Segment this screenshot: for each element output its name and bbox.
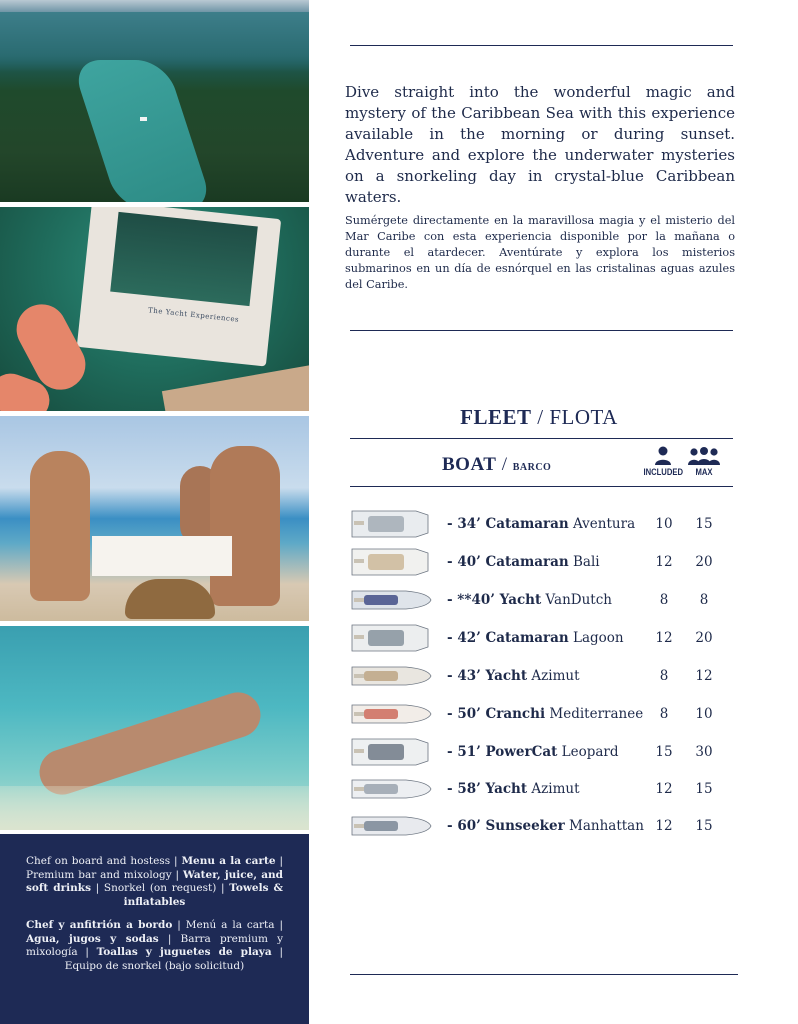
floating-pool-photo: [0, 207, 309, 411]
included-count: 8: [659, 706, 669, 722]
boat-model: Azimut: [527, 781, 580, 797]
person-left: [30, 451, 90, 601]
amenities-box: [0, 834, 309, 1024]
max-count: 20: [695, 554, 713, 570]
boat-model: Bali: [568, 554, 600, 570]
title-separator: /: [531, 405, 550, 429]
amenity-bold: Chef y anfitrión a bordo: [26, 919, 173, 931]
boat-column-header: [442, 454, 551, 476]
boat-size-type: 51’ PowerCat: [457, 744, 558, 760]
boat-row: [345, 735, 745, 771]
boat-row: [345, 507, 745, 543]
boat-thumbnail-icon: [350, 661, 432, 691]
amenity-bold: Toallas y juguetes de playa: [96, 946, 272, 958]
boat-size-type: 40’ Yacht: [471, 592, 542, 608]
fleet-header-bottom-rule: [350, 486, 733, 487]
boat-prefix: -: [447, 516, 458, 532]
underwater-couple-photo: [0, 626, 309, 830]
boat-name: [447, 516, 635, 532]
included-count: 8: [659, 592, 669, 608]
included-count: 10: [655, 516, 673, 532]
boat-row: [345, 659, 745, 695]
boat-row: [345, 697, 745, 733]
boat-thumbnail-icon: [350, 585, 432, 615]
boat-size-type: 40’ Catamaran: [457, 554, 569, 570]
sea-floor: [0, 786, 309, 830]
amenity-bold: Agua, jugos y sodas: [26, 932, 159, 945]
aerial-lagoon-photo: [0, 0, 309, 202]
boat-size-type: 43’ Yacht: [457, 668, 528, 684]
boat-name: [447, 744, 619, 760]
boat-prefix: -: [447, 706, 458, 722]
underwater-divers: [34, 687, 267, 801]
max-column-header: [681, 446, 727, 477]
boat-prefix: -: [447, 630, 458, 646]
max-label: MAX: [695, 467, 713, 477]
boat-model: Mediterranee: [545, 706, 644, 722]
boat-model: Leopard: [557, 744, 619, 760]
boat-name: [447, 818, 644, 834]
top-divider: [350, 45, 733, 46]
boat-prefix: - **: [447, 592, 472, 608]
floating-pool-water: [110, 212, 258, 306]
boat-size-type: 50’ Cranchi: [457, 706, 546, 722]
boat-thumbnail-icon: [350, 623, 432, 653]
amenities-spanish: [26, 919, 283, 973]
boat-model: Aventura: [568, 516, 636, 532]
boat-prefix: -: [447, 818, 458, 834]
boat-name: [447, 630, 624, 646]
boat-row: [345, 621, 745, 657]
max-count: 30: [695, 744, 713, 760]
boat-name: [447, 668, 580, 684]
fleet-header-top-rule: [350, 438, 733, 439]
fleet-title: [345, 405, 733, 430]
amenity-bold: Menu a la carte: [181, 855, 276, 867]
person-icon: [654, 446, 672, 466]
pool-brand-logo: The Yacht Experiences: [147, 306, 240, 324]
max-count: 8: [699, 592, 709, 608]
included-label: INCLUDED: [643, 467, 683, 477]
boat-row: [345, 772, 745, 808]
max-count: 10: [695, 706, 713, 722]
max-count: 15: [695, 516, 713, 532]
beach-dining-photo: [0, 416, 309, 621]
boat-name: [447, 554, 600, 570]
amenities-english: [26, 855, 283, 909]
amenity-bold: Towels & inflatables: [123, 882, 283, 908]
boat-size-type: 34’ Catamaran: [457, 516, 569, 532]
boat-size-type: 42’ Catamaran: [457, 630, 569, 646]
sea-area: [0, 12, 309, 72]
max-count: 15: [695, 818, 713, 834]
fleet-title-bold: FLEET: [460, 405, 532, 429]
amenity-text: | Snorkel (on request) |: [90, 882, 230, 894]
small-boat: [140, 117, 147, 121]
boat-model: Azimut: [527, 668, 580, 684]
person-right: [210, 446, 280, 606]
amenity-text: | Premium bar and mixology |: [26, 855, 283, 881]
max-count: 12: [695, 668, 713, 684]
boat-name: [447, 592, 612, 608]
boat-thumbnail-icon: [350, 811, 432, 841]
boat-label: BOAT: [442, 454, 497, 475]
fleet-title-es: FLOTA: [549, 405, 618, 429]
amenity-text: | Barra premium y mixología |: [26, 932, 283, 958]
boat-prefix: -: [447, 781, 458, 797]
intro-english: Dive straight into the wonderful magic and mystery of the Caribbean Sea with this experience available in the morning or during sunset. Adventure and explore the underwater mysteries on a snorkeling day in crystal-blue Caribbean waters.: [345, 83, 735, 206]
boat-thumbnail-icon: [350, 774, 432, 804]
bottom-divider: [350, 974, 738, 975]
group-icon: [687, 446, 721, 466]
boat-model: VanDutch: [541, 592, 612, 608]
amenity-text: | Menú a la carta |: [172, 919, 283, 931]
max-count: 20: [695, 630, 713, 646]
amenity-text: | Equipo de snorkel (bajo solicitud): [64, 946, 283, 972]
boat-thumbnail-icon: [350, 737, 432, 767]
boat-deck: [162, 363, 309, 411]
included-count: 12: [655, 630, 673, 646]
boat-model: Lagoon: [568, 630, 624, 646]
included-count: 12: [655, 554, 673, 570]
included-count: 12: [655, 818, 673, 834]
included-count: 12: [655, 781, 673, 797]
max-count: 15: [695, 781, 713, 797]
boat-size-type: 58’ Yacht: [457, 781, 528, 797]
boat-thumbnail-icon: [350, 547, 432, 577]
boat-prefix: -: [447, 744, 458, 760]
included-count: 8: [659, 668, 669, 684]
included-count: 15: [655, 744, 673, 760]
boat-prefix: -: [447, 668, 458, 684]
boat-thumbnail-icon: [350, 699, 432, 729]
dining-table: [92, 536, 232, 576]
mid-divider: [350, 330, 733, 331]
boat-model: Manhattan: [564, 818, 644, 834]
boat-prefix: -: [447, 554, 458, 570]
boat-row: [345, 583, 745, 619]
amenity-bold: Water, juice, and soft drinks: [26, 868, 283, 894]
boat-row: [345, 545, 745, 581]
boat-name: [447, 706, 643, 722]
boat-label-es: BARCO: [512, 462, 552, 473]
boat-name: [447, 781, 580, 797]
boat-row: [345, 809, 745, 845]
wicker-basket: [125, 579, 215, 619]
boat-thumbnail-icon: [350, 509, 432, 539]
mangrove-channel: [71, 60, 215, 202]
boat-label-separator: /: [496, 454, 513, 475]
intro-spanish: Sumérgete directamente en la maravillosa magia y el misterio del Mar Caribe con esta experiencia disponible por la mañana o durante el atardecer. Aventúrate y explora los misterios submarinos en un día de esnórquel en las cristalinas aguas azules del Caribe.: [345, 214, 735, 291]
included-column-header: [640, 446, 686, 477]
boat-size-type: 60’ Sunseeker: [457, 818, 565, 834]
amenity-text: Chef on board and hostess |: [26, 855, 182, 867]
